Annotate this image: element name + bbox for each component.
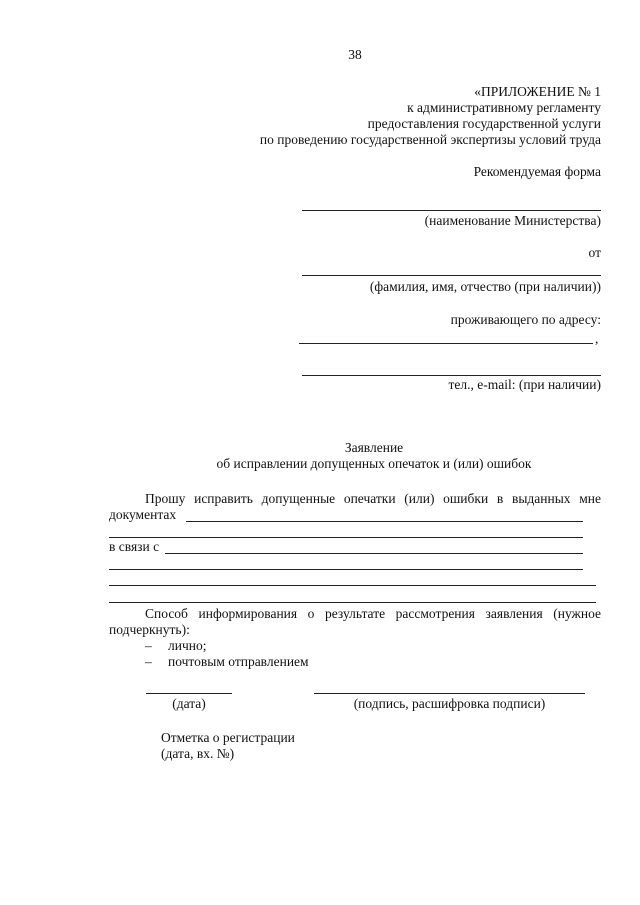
contact-caption: тел., e-mail: (при наличии) [448,377,601,392]
address-label: проживающего по адресу: [450,312,601,327]
document-title: Заявление [344,440,404,455]
option-dash-1: – [145,638,152,653]
ministry-caption: (наименование Министерства) [424,213,601,228]
appendix-line-2: предоставления государственной услуги [367,116,601,131]
request-text: Прошу исправить допущенные опечатки (или) ошибки в выданных мне [145,491,601,506]
option-in-person[interactable]: лично; [168,638,207,653]
reason-label: в связи с [109,539,160,554]
option-dash-2: – [145,654,152,669]
document-subtitle: об исправлении допущенных опечаток и (или) ошибок [216,456,532,471]
fio-line[interactable] [302,275,601,276]
date-line[interactable] [146,693,232,694]
reason-line-4[interactable] [109,602,596,603]
form-note: Рекомендуемая форма [473,164,601,179]
reason-line-3[interactable] [109,585,596,586]
info-method-text: Способ информирования о результате рассмотрения заявления (нужное [145,606,601,621]
appendix-title: «ПРИЛОЖЕНИЕ № 1 [474,84,601,99]
reason-line[interactable] [165,553,583,554]
appendix-line-3: по проведению государственной экспертизы условий труда [259,132,601,147]
page-number: 38 [348,47,362,62]
appendix-line-1: к административному регламенту [407,100,601,115]
signature-caption: (подпись, расшифровка подписи) [353,696,546,711]
documents-line-2[interactable] [109,537,583,538]
ministry-line[interactable] [302,210,601,211]
address-comma: , [595,331,599,346]
documents-label: документах [109,507,177,522]
option-by-mail[interactable]: почтовым отправлением [168,654,309,669]
address-line[interactable] [299,343,593,344]
info-method-text-2: подчеркнуть): [109,622,190,637]
signature-line[interactable] [314,693,585,694]
contact-line[interactable] [302,375,601,376]
date-caption: (дата) [172,696,206,711]
registration-label: Отметка о регистрации [161,730,295,745]
from-label: от [588,245,601,260]
fio-caption: (фамилия, имя, отчество (при наличии)) [369,279,601,294]
reason-line-2[interactable] [109,569,583,570]
documents-line[interactable] [186,521,583,522]
registration-details: (дата, вх. №) [161,746,235,761]
